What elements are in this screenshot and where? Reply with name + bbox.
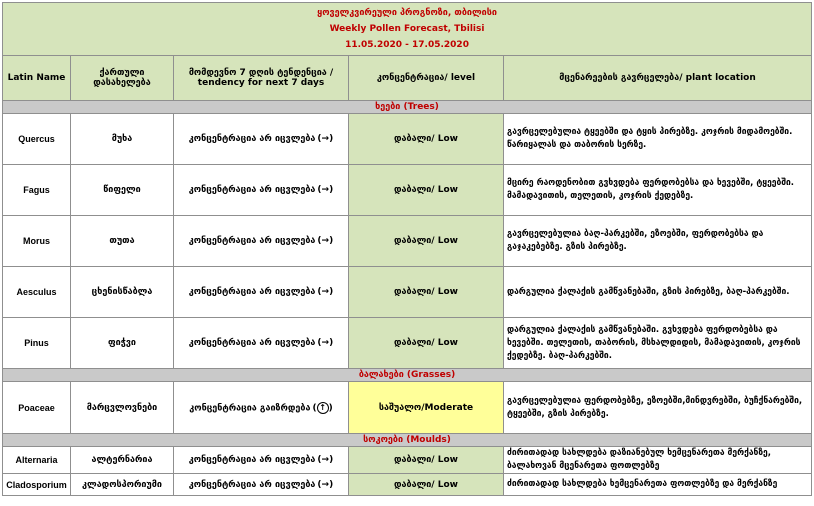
arrow-up-circle-icon: ( ↑ ) (312, 402, 333, 413)
arrow-right-icon: (→) (317, 455, 334, 465)
arrow-right-icon: (→) (317, 134, 334, 144)
georgian-name-cell: ცხენისწაბლა (71, 267, 174, 318)
latin-name-cell: Pinus (3, 318, 71, 369)
georgian-name-cell: წიფელი (71, 165, 174, 216)
tendency-text: კონცენტრაცია არ იცვლება (188, 236, 316, 246)
section-label-moulds: სოკოები (Moulds) (3, 434, 812, 447)
level-cell: დაბალი/ Low (349, 267, 504, 318)
arrow-right-icon: (→) (317, 287, 334, 297)
level-cell: დაბალი/ Low (349, 216, 504, 267)
arrow-right-icon: (→) (317, 236, 334, 246)
arrow-right-icon: (→) (317, 479, 334, 490)
tendency-cell (174, 165, 349, 216)
tendency-text: კონცენტრაცია არ იცვლება (188, 185, 316, 195)
section-label-grasses: ბალახები (Grasses) (3, 369, 812, 382)
georgian-name-cell: მუხა (71, 114, 174, 165)
table-row (3, 447, 812, 474)
col-location: მცენარეების გავრცელება/ plant location (504, 56, 812, 101)
arrow-right-icon: (→) (317, 185, 334, 195)
level-cell: დაბალი/ Low (349, 474, 504, 496)
title-english: Weekly Pollen Forecast, Tbilisi (329, 24, 485, 34)
location-cell: დარგულია ქალაქის გამწვანებაში. გვხვდება ფერდობებსა და ხევებში. თელეთის, თაბორის, მსხალდიდის, მამადავითის, კოჯრის ქედებზე. ბაღ-პარკებში. (504, 318, 812, 369)
latin-name-cell: Fagus (3, 165, 71, 216)
level-cell: დაბალი/ Low (349, 447, 504, 474)
level-cell: დაბალი/ Low (349, 114, 504, 165)
latin-name-cell: Aesculus (3, 267, 71, 318)
georgian-name-cell: თუთა (71, 216, 174, 267)
table-row (3, 318, 812, 369)
location-cell: ძირითადად სახლდება დაზიანებულ ხემცენარეთა მერქანზე, ბალახოვან მცენარეთა ფოთლებზე (504, 447, 812, 474)
tendency-cell (174, 216, 349, 267)
tendency-cell (174, 318, 349, 369)
col-tendency: მომდევნო 7 დღის ტენდენცია / tendency for next 7 days (174, 56, 349, 101)
latin-name-cell: Alternaria (3, 447, 71, 474)
tendency-cell (174, 114, 349, 165)
title-cell (3, 3, 812, 56)
title-row (3, 3, 812, 56)
col-georgian-name: ქართული დასახელება (71, 56, 174, 101)
location-cell: გავრცელებულია ტყეებში და ტყის პირებზე. კოჯრის მიდამოებში. წარიყალას და თაბორის სერზე. (504, 114, 812, 165)
tendency-text: კონცენტრაცია გაიზრდება (189, 403, 311, 413)
col-level: კონცენტრაცია/ level (349, 56, 504, 101)
moulds-section (3, 434, 812, 496)
location-cell: გავრცელებულია ბაღ-პარკებში, ეზოებში, ფერდობებსა და გაჯაკებებზე. გზის პირებზე. (504, 216, 812, 267)
section-header-grasses (3, 369, 812, 382)
location-cell: ძირითადად სახლდება ხემცენარეთა ფოთლებზე და მერქანზე (504, 474, 812, 496)
table-row (3, 267, 812, 318)
table-row (3, 114, 812, 165)
georgian-name-cell: მარცვლოვნები (71, 382, 174, 434)
col-latin-name: Latin Name (3, 56, 71, 101)
tendency-cell (174, 267, 349, 318)
section-label-trees: ხეები (Trees) (3, 101, 812, 114)
table-row (3, 165, 812, 216)
georgian-name-cell: კლადოსპორიუმი (71, 474, 174, 496)
location-cell: მცირე რაოდენობით გვხვდება ფერდობებსა და ხევებში, ტყეებში. მამადავითის, თელეთის, კოჯრის ქედებზე. (504, 165, 812, 216)
tendency-cell (174, 474, 349, 496)
tendency-text: კონცენტრაცია არ იცვლება (188, 287, 316, 297)
title-georgian: ყოველკვირეული პროგნოზი, თბილისი (317, 8, 497, 18)
tendency-text: კონცენტრაცია არ იცვლება (188, 134, 316, 144)
table-row (3, 382, 812, 434)
arrow-right-icon: (→) (317, 338, 334, 348)
level-cell: საშუალო/Moderate (349, 382, 504, 434)
section-header-moulds (3, 434, 812, 447)
column-header-row (3, 56, 812, 101)
georgian-name-cell: ფიჭვი (71, 318, 174, 369)
tendency-cell (174, 382, 349, 434)
latin-name-cell: Quercus (3, 114, 71, 165)
grasses-section (3, 369, 812, 434)
level-cell: დაბალი/ Low (349, 165, 504, 216)
location-cell: დარგულია ქალაქის გამწვანებაში, გზის პირებზე, ბაღ-პარკებში. (504, 267, 812, 318)
latin-name-cell: Morus (3, 216, 71, 267)
tendency-cell (174, 447, 349, 474)
pollen-forecast-table (2, 2, 812, 496)
latin-name-cell: Poaceae (3, 382, 71, 434)
georgian-name-cell: ალტერნარია (71, 447, 174, 474)
section-header-trees (3, 101, 812, 114)
latin-name-cell: Cladosporium (3, 474, 71, 496)
table-row (3, 216, 812, 267)
trees-section (3, 101, 812, 369)
table-row (3, 474, 812, 496)
location-cell: გავრცელებულია ფერდობებზე, ეზოებში,მინდვრებში, ბუჩქნარებში, ტყეებში, გზის პირებზე. (504, 382, 812, 434)
level-cell: დაბალი/ Low (349, 318, 504, 369)
tendency-text: კონცენტრაცია არ იცვლება (188, 455, 316, 465)
tendency-text: კონცენტრაცია არ იცვლება (188, 479, 316, 490)
tendency-text: კონცენტრაცია არ იცვლება (188, 338, 316, 348)
title-dates: 11.05.2020 - 17.05.2020 (345, 40, 469, 50)
